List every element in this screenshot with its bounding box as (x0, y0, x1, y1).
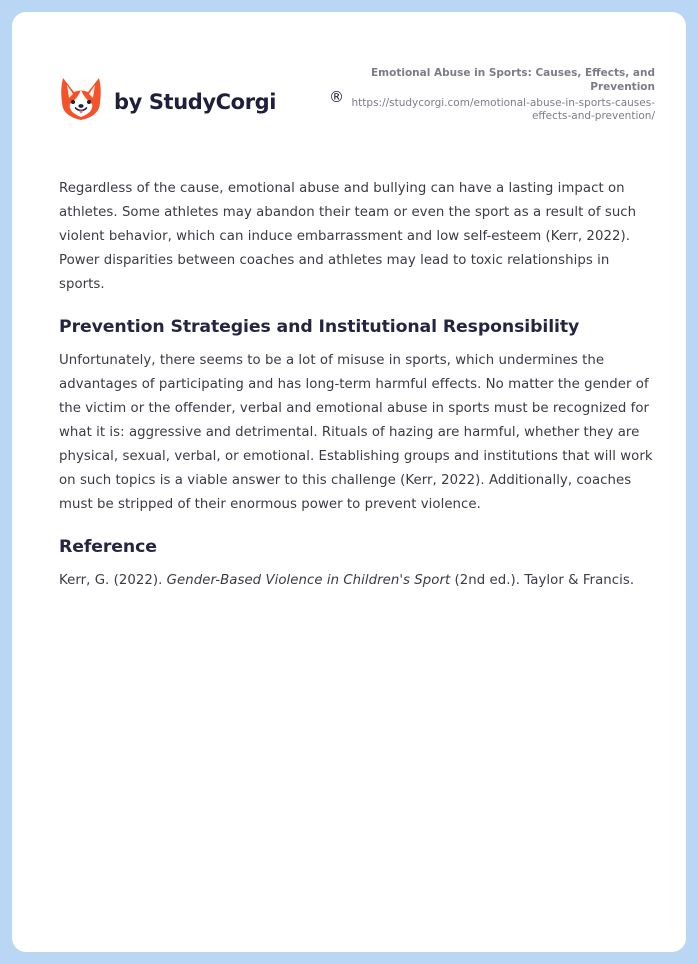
brand-name: by StudyCorgi (114, 90, 277, 114)
registered-mark: ® (329, 88, 344, 106)
reference-title: Gender-Based Violence in Children's Sport (166, 573, 451, 588)
intro-paragraph: Regardless of the cause, emotional abuse and bullying can have a lasting impact on athletes. Some athletes may abandon their team or even the sport as a result of such violent behavior, which can induce embarrassment and low self-esteem (Kerr, 2022). Power disparities between coaches and athletes may lead to toxic relationships in sports. (59, 181, 637, 292)
reference-publisher: (2nd ed.). Taylor & Francis. (450, 573, 635, 588)
document-url-link[interactable]: https://studycorgi.com/emotional-abuse-in-sports-causes-effects-and-prevention/ (351, 97, 655, 122)
section-heading: Prevention Strategies and Institutional Responsibility (59, 317, 580, 337)
reference-heading: Reference (59, 537, 157, 557)
document-card (12, 12, 686, 952)
studycorgi-logo[interactable] (60, 76, 344, 122)
section-paragraph: Unfortunately, there seems to be a lot of misuse in sports, which undermines the advantages of participating and has long-term harmful effects. No matter the gender of the victim or the offender, verbal and emotional abuse in sports must be recognized for what it is: aggressive and detrimental. Rituals of hazing are harmful, whether they are physical, sexual, verbal, or emotional. Establishing groups and institutions that will work on such topics is a viable answer to this challenge (Kerr, 2022). Additionally, coaches must be stripped of their enormous power to prevent violence. (59, 353, 653, 512)
page-header (12, 12, 686, 152)
document-meta (315, 66, 655, 123)
reference-item (59, 569, 659, 593)
corgi-logo-icon (60, 76, 102, 122)
document-body (59, 177, 659, 593)
document-title: Emotional Abuse in Sports: Causes, Effects, and Prevention (371, 67, 655, 93)
reference-author-year: Kerr, G. (2022). (59, 573, 167, 588)
